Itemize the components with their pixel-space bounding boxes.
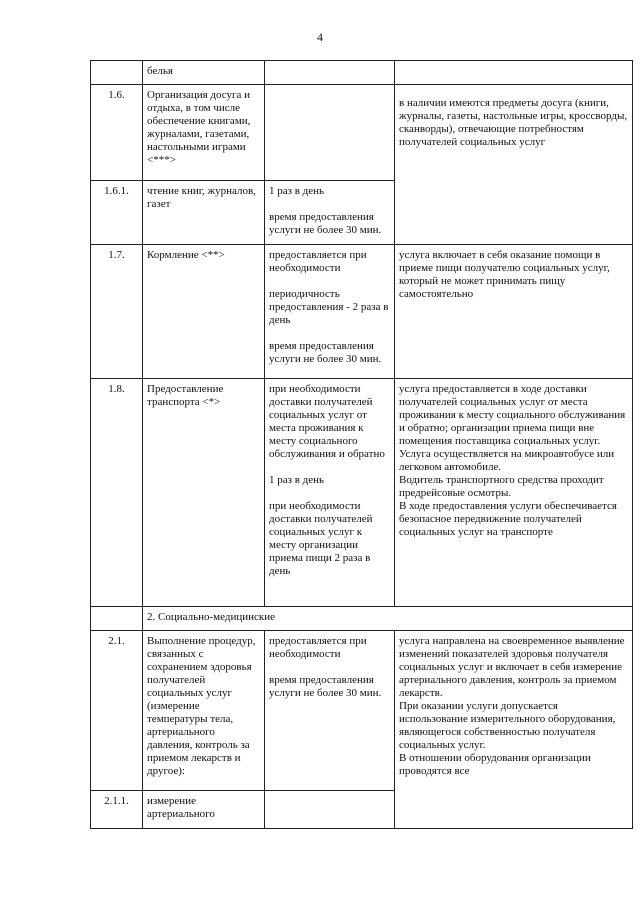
- frequency-text: время предоставления услуги не более 30 мин.: [269, 674, 382, 699]
- description-cell: [395, 379, 633, 607]
- description-text: в наличии имеются предметы досуга (книги, журналы, газеты, настольные игры, кроссворды, сканворды), отвечающие потребностям получателей социальных услуг: [399, 97, 628, 148]
- service-name-cell: Выполнение процедур, связанных с сохранением здоровья получателей социальных услуг (измерение температуры тела, артериального давления, контроль за приемом лекарств и другое):: [143, 631, 265, 791]
- frequency-text: периодичность предоставления - 2 раза в день: [269, 288, 389, 326]
- row-number-cell: 1.7.: [91, 245, 143, 379]
- frequency-cell: [265, 85, 395, 181]
- row-number-cell: [91, 607, 143, 631]
- service-name-cell: измерение артериального: [143, 791, 265, 829]
- row-number-cell: 1.6.1.: [91, 181, 143, 245]
- service-name-cell: Организация досуга и отдыха, в том числе обеспечение книгами, журналами, газетами, настольными играми <***>: [143, 85, 265, 181]
- service-name-cell: Кормление <**>: [143, 245, 265, 379]
- section-header-row: [91, 607, 633, 631]
- description-cell: [395, 85, 633, 245]
- table-row: [91, 631, 633, 791]
- frequency-text: при необходимости доставки получателей социальных услуг к месту организации приема пищи 2 раза в день: [269, 500, 373, 577]
- section-title: 2. Социально-медицинские: [143, 607, 633, 631]
- frequency-text: время предоставления услуги не более 30 мин.: [269, 340, 382, 365]
- table-row: [91, 379, 633, 607]
- description-cell: [395, 631, 633, 829]
- frequency-text: время предоставления услуги не более 30 мин.: [269, 211, 382, 236]
- frequency-text: предоставляется при необходимости: [269, 635, 367, 660]
- frequency-text: 1 раз в день: [269, 474, 325, 486]
- table-row: [91, 85, 633, 181]
- frequency-cell: [265, 61, 395, 85]
- service-name-cell: белья: [143, 61, 265, 85]
- frequency-cell: [265, 245, 395, 379]
- table-row: [91, 61, 633, 85]
- description-cell: услуга включает в себя оказание помощи в приеме пищи получателю социальных услуг, который не может принимать пищу самостоятельно: [395, 245, 633, 379]
- description-text: Водитель транспортного средства проходит предрейсовые осмотры.: [399, 474, 604, 499]
- frequency-cell: [265, 631, 395, 791]
- description-cell: [395, 61, 633, 85]
- row-number-cell: 2.1.1.: [91, 791, 143, 829]
- frequency-cell: [265, 181, 395, 245]
- description-text: Услуга осуществляется на микроавтобусе или легковом автомобиле.: [399, 448, 615, 473]
- page-number: 4: [317, 30, 323, 44]
- row-number-cell: 1.8.: [91, 379, 143, 607]
- frequency-text: при необходимости доставки получателей социальных услуг от места проживания к месту социального обслуживания и обратно: [269, 383, 385, 460]
- frequency-cell: [265, 791, 395, 829]
- service-name-cell: чтение книг, журналов, газет: [143, 181, 265, 245]
- frequency-cell: [265, 379, 395, 607]
- row-number-cell: 2.1.: [91, 631, 143, 791]
- services-table: [90, 60, 633, 829]
- row-number-cell: 1.6.: [91, 85, 143, 181]
- description-text: При оказании услуги допускается использование измерительного оборудования, являющегося собственностью получателя социальных услуг.: [399, 700, 616, 751]
- frequency-text: предоставляется при необходимости: [269, 249, 367, 274]
- description-text: услуга предоставляется в ходе доставки получателей социальных услуг от места проживания к месту социального обслуживания и обратно; организации приема пищи вне помещения поставщика социальных услуг.: [399, 383, 626, 447]
- frequency-text: 1 раз в день: [269, 185, 325, 197]
- description-text: В отношении оборудования организации проводятся все: [399, 752, 591, 777]
- table-row: [91, 245, 633, 379]
- row-number-cell: [91, 61, 143, 85]
- description-text: услуга направлена на своевременное выявление изменений показателей здоровья получателя социальных услуг и включает в себя измерение артериального давления, контроль за приемом лекарств.: [399, 635, 625, 699]
- description-text: В ходе предоставления услуги обеспечивается безопасное передвижение получателей социальных услуг на транспорте: [399, 500, 617, 538]
- service-name-cell: Предоставление транспорта <*>: [143, 379, 265, 607]
